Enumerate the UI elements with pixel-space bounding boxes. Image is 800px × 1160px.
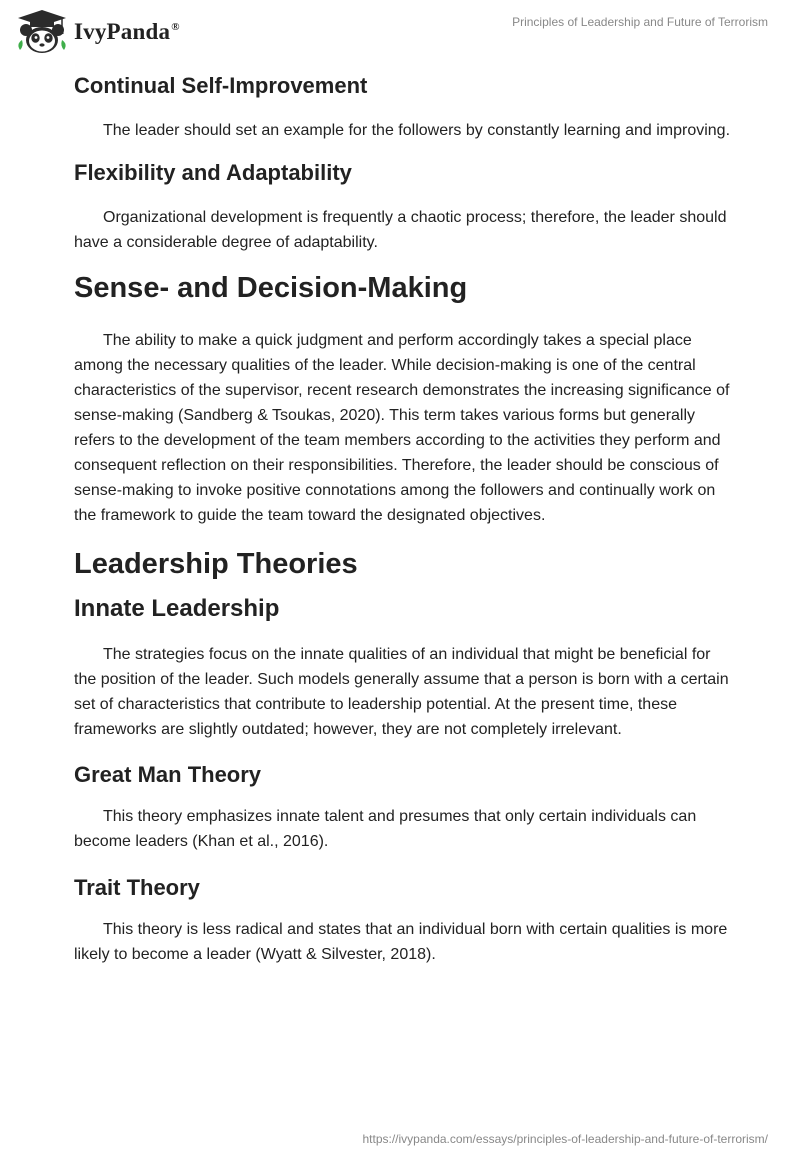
heading-flexibility-adaptability: Flexibility and Adaptability bbox=[74, 160, 352, 185]
heading-innate-leadership: Innate Leadership bbox=[74, 595, 280, 622]
source-url[interactable]: https://ivypanda.com/essays/principles-of-leadership-and-future-of-terrorism/ bbox=[362, 1132, 768, 1146]
brand-name: IvyPanda® bbox=[74, 19, 180, 44]
paragraph-continual-self-improvement: The leader should set an example for the followers by constantly learning and improving. bbox=[103, 122, 731, 139]
document-title: Principles of Leadership and Future of Terrorism bbox=[512, 15, 768, 29]
essay-content bbox=[74, 72, 734, 967]
heading-great-man-theory: Great Man Theory bbox=[74, 762, 262, 787]
brand-logo[interactable] bbox=[14, 8, 180, 56]
heading-continual-self-improvement: Continual Self-Improvement bbox=[74, 73, 368, 98]
panda-graduate-icon bbox=[14, 8, 70, 56]
heading-leadership-theories: Leadership Theories bbox=[74, 548, 358, 580]
heading-sense-decision-making: Sense- and Decision-Making bbox=[74, 272, 468, 304]
page-header bbox=[0, 0, 800, 60]
paragraph-flexibility-adaptability: Organizational development is frequently a chaotic process; therefore, the leader should have a considerable degree of adaptability. bbox=[74, 209, 727, 251]
paragraph-trait-theory: This theory is less radical and states that an individual born with certain qualities is more likely to become a leader (Wyatt & Silvester, 2018). bbox=[74, 921, 728, 963]
paragraph-sense-decision-making: The ability to make a quick judgment and perform accordingly takes a special place among the necessary qualities of the leader. While decision-making is one of the central characteristics of the supervisor, recent research demonstrates the increasing significance of sense-making (Sandberg & Tsoukas, 2020). This term takes various forms but generally refers to the development of the team members according to the activities they perform and consequent reflection on their responsibilities. Therefore, the leader should be conscious of sense-making to invoke positive connotations among the followers and continually work on the framework to guide the team toward the designated objectives. bbox=[74, 332, 730, 524]
heading-trait-theory: Trait Theory bbox=[74, 875, 200, 900]
paragraph-innate-leadership: The strategies focus on the innate qualities of an individual that might be beneficial for the position of the leader. Such models generally assume that a person is born with a certain set of characteristics that contribute to leadership potential. At the present time, these frameworks are slightly outdated; however, they are not completely irrelevant. bbox=[74, 646, 729, 738]
paragraph-great-man-theory: This theory emphasizes innate talent and presumes that only certain individuals can become leaders (Khan et al., 2016). bbox=[74, 808, 697, 850]
